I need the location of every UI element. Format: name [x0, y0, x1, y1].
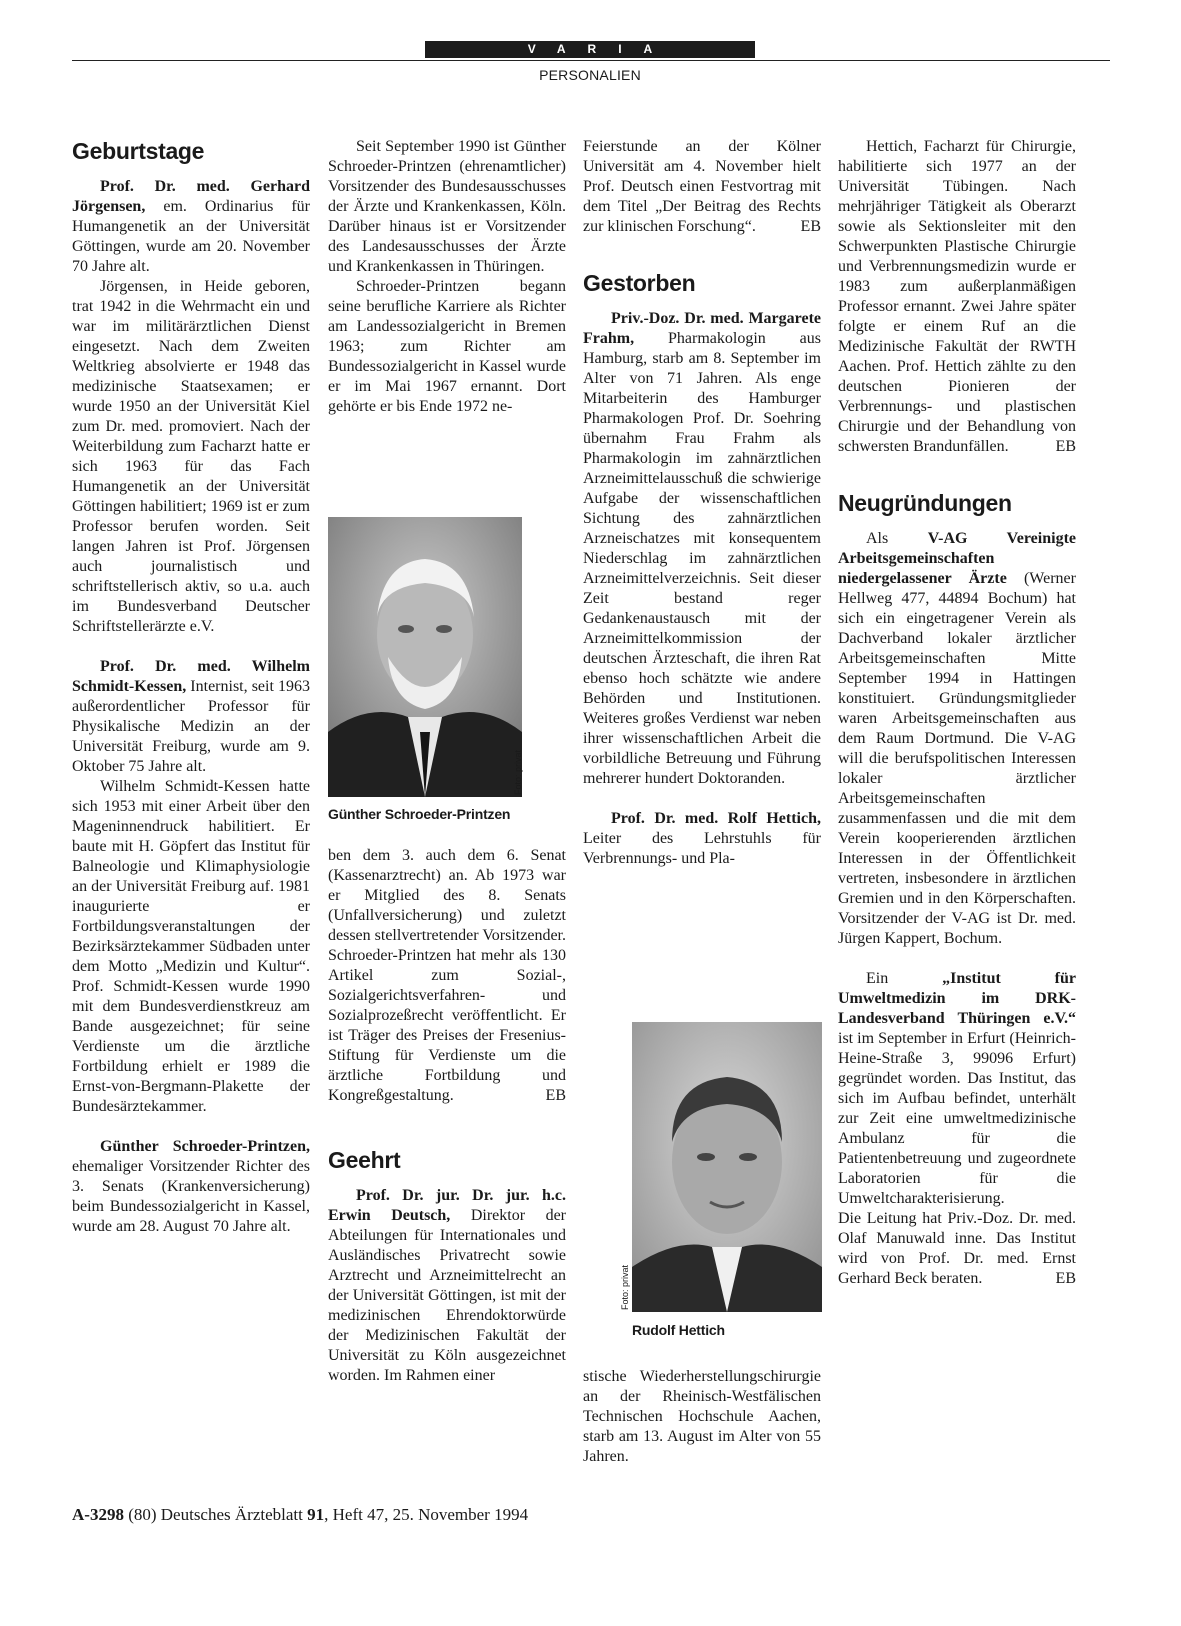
page-footer: A-3298 (80) Deutsches Ärzteblatt 91, Heft 47, 25. November 1994 [72, 1505, 529, 1524]
article-paragraph: Hettich, Facharzt für Chirurgie, habilitierte sich 1977 an der Universität Tübingen. Nach mehrjähriger Tätigkeit als Oberarzt sowie als Sektionsleiter mit den Schwerpunkten Plastische Chirurgie und Verbrennungsmedizin wurde er 1983 zum außerplanmäßigen Professor ernannt. Zwei Jahre später folgte er einem Ruf an die Medizinische Fakultät der RWTH Aachen. Prof. Hettich zählte zu den deutschen Pionieren der Verbrennungs- und plastischen Chirurgie und der Behandlung von schwersten Brandunfällen. EB [838, 138, 1076, 455]
article-paragraph: Jörgensen, in Heide geboren, trat 1942 in die Wehrmacht ein und war im militärärztlichen Dienst eingesetzt. Nach dem Zweiten Weltkrieg absolvierte er 1948 das medizinische Staatsexamen; er wurde 1950 an der Universität Kiel zum Dr. med. promoviert. Nach der Weiterbildung zum Facharzt hatte er sich 1963 für das Fach Humangenetik an der Universität Göttingen habilitiert; 1969 ist er zum Professor berufen worden. Seit langen Jahren ist Prof. Jörgensen auch journalistisch und schriftstellerisch aktiv, so u.a. auch im Bundesverband Deutscher Schriftstellerärzte e.V. [72, 278, 310, 635]
article-hettich: Prof. Dr. med. Rolf Hettich, Leiter des Lehrstuhls für Verbrennungs- und Pla- [583, 810, 821, 867]
article-paragraph: stische Wiederherstellungschirurgie an der Rheinisch-Westfälischen Technischen Hochschule Aachen, starb am 13. August im Alter von 55 Jahren. [583, 1368, 821, 1465]
article-paragraph: Wilhelm Schmidt-Kessen hatte sich 1953 mit einer Arbeit über den Mageninnendruck habilitiert. Er baute mit H. Göpfert das Institut für Balneologie und Klimaphysiologie an der Universität Freiburg auf. 1981 inaugurierte er Fortbildungsveranstaltungen der Bezirksärztekammer Südbaden unter dem Motto „Medizin und Kultur“. Prof. Schmidt-Kessen wurde 1990 mit dem Bundesverdienstkreuz am Bande ausgezeichnet; für seine Verdienste um die ärztliche Fortbildung erhielt er 1989 die Ernst-von-Bergmann-Plakette der Bundesärztekammer. [72, 778, 310, 1115]
article-v-ag: Als V-AG Vereinigte Arbeitsgemeinschaften niedergelassener Ärzte (Werner Hellweg 477, 44894 Bochum) hat sich ein eingetragener Verein als Dachverband lokaler ärztlicher Arbeitsgemeinschaften Mitte September 1994 in Hattingen konstituiert. Gründungsmitglieder waren Arbeitsgemeinschaften aus dem Raum Dortmund. Die V-AG will die berufspolitischen Interessen lokaler ärztlicher Arbeitsgemeinschaften zusammenfassen und die mit dem Verein kooperierenden ärztlichen Interessen in der Öffentlichkeit vertreten, insbesondere in ärztlichen Gremien und in den Körperschaften. Vorsitzender der V-AG ist Dr. med. Jürgen Kappert, Bochum. [838, 530, 1076, 947]
article-schroeder-printzen: Günther Schroeder-Printzen, ehemaliger Vorsitzender Richter des 3. Senats (Krankenversicherung) beim Bundessozialgericht in Kassel, wurde am 28. August 70 Jahre alt. [72, 1138, 310, 1235]
heading-geehrt: Geehrt [328, 1147, 401, 1173]
article-institut-umweltmedizin: Ein „Institut für Umweltmedizin im DRK-Landesverband Thüringen e.V.“ ist im September in Erfurt (Heinrich-Heine-Straße 3, 99096 Erfurt) gegründet worden. Das Institut, das sich im Aufbau befindet, unterhält zur Zeit eine umweltmedizinische Ambulanz für die Patientenbetreuung und zugeordnete Laboratorien für die Umweltcharakterisierung. [838, 970, 1076, 1207]
column-1 [72, 137, 310, 1237]
portrait-schroeder-printzen [328, 517, 522, 797]
article-paragraph: Schroeder-Printzen begann seine berufliche Karriere als Richter am Landessozialgericht in Bremen 1963; zum Richter am Bundessozialgericht in Kassel wurde er im Mai 1967 ernannt. Dort gehörte er bis Ende 1972 ne- [328, 278, 566, 415]
article-deutsch: Prof. Dr. jur. Dr. jur. h.c. Erwin Deutsch, Direktor der Abteilungen für Internationales und Ausländisches Privatrecht sowie Arztrecht und Arzneimittelrecht an der Universität Göttingen, ist mit der medizinischen Ehrendoktorwürde der Medizinischen Fakultät der Universität zu Köln ausgezeichnet worden. Im Rahmen einer [328, 1187, 566, 1384]
photo-caption: Rudolf Hettich [632, 1322, 725, 1338]
heading-neugruendungen: Neugründungen [838, 490, 1012, 516]
header-rule [72, 60, 1110, 61]
heading-geburtstage: Geburtstage [72, 138, 205, 164]
column-2-continued [328, 846, 566, 1386]
article-paragraph: Die Leitung hat Priv.-Doz. Dr. med. Olaf Manuwald inne. Das Institut wird von Prof. Dr. med. Ernst Gerhard Beck beraten. EB [838, 1210, 1076, 1287]
article-paragraph: Feierstunde an der Kölner Universität am 4. November hielt Prof. Deutsch einen Festvortrag mit dem Titel „Der Beitrag des Rechts zur klinischen Forschung“. EB [583, 138, 821, 235]
article-schmidt-kessen: Prof. Dr. med. Wilhelm Schmidt-Kessen, Internist, seit 1963 außerordentlicher Professor für Physikalische Medizin an der Universität Freiburg, wurde am 9. Oktober 75 Jahre alt. [72, 658, 310, 775]
article-paragraph: ben dem 3. auch dem 6. Senat (Kassenarztrecht) an. Ab 1973 war er Mitglied des 8. Senats (Unfallversicherung) und zuletzt dessen stellvertretender Vorsitzender. Schroeder-Printzen hat mehr als 130 Artikel zum Sozial-, Sozialgerichtsverfahren- und Sozialprozeßrecht veröffentlicht. Er ist Träger des Preises der Fresenius-Stiftung für Verdienste um die ärztliche Fortbildung und Kongreßgestaltung. EB [328, 847, 566, 1104]
page-number: A-3298 [72, 1505, 124, 1524]
column-3-continued [583, 1367, 821, 1467]
photo-credit: Foto: privat [620, 1264, 630, 1310]
subsection-label: PERSONALIEN [539, 67, 641, 83]
article-paragraph: Seit September 1990 ist Günther Schroeder-Printzen (ehrenamtlicher) Vorsitzender des Bundesausschusses der Ärzte und Krankenkassen, Köln. Darüber hinaus ist er Vorsitzender des Landesausschusses der Ärzte und Krankenkassen in Thüringen. [328, 138, 566, 275]
column-2 [328, 137, 566, 417]
section-label: VARIA [425, 41, 755, 58]
column-3 [583, 137, 821, 869]
photo-credit: Foto: privat [513, 749, 523, 795]
column-4 [838, 137, 1076, 1289]
portrait-hettich [632, 1022, 822, 1312]
portrait-image [328, 517, 522, 797]
heading-gestorben: Gestorben [583, 270, 696, 296]
portrait-image [632, 1022, 822, 1312]
article-frahm: Priv.-Doz. Dr. med. Margarete Frahm, Pharmakologin aus Hamburg, starb am 8. September im Alter von 71 Jahren. Als enge Mitarbeiterin des Hamburger Pharmakologen Prof. Dr. Soehring übernahm Frau Frahm als Pharmakologin im zahnärztlichen Arzneimittelausschuß die schwierige Aufgabe der wissenschaftlichen Sichtung des zahnärztlichen Arzneischatzes mit konsequentem Niederschlag im zahnärztlichen Arzneimittelverzeichnis. Seit dieser Zeit bestand reger Gedankenaustausch mit der Arzneimittelkommission der deutschen Ärzteschaft, die ihren Rat ebenso hoch schätzte wie andere Behörden und Institutionen. Weiteres großes Verdienst war neben ihrer wissenschaftlichen Arbeit die vorbildliche Betreuung und Führung mehrerer hundert Doktoranden. [583, 310, 821, 787]
photo-caption: Günther Schroeder-Printzen [328, 806, 511, 822]
article-joergensen: Prof. Dr. med. Gerhard Jörgensen, em. Ordinarius für Humangenetik an der Universität Göttingen, wurde am 20. November 70 Jahre alt. [72, 178, 310, 275]
